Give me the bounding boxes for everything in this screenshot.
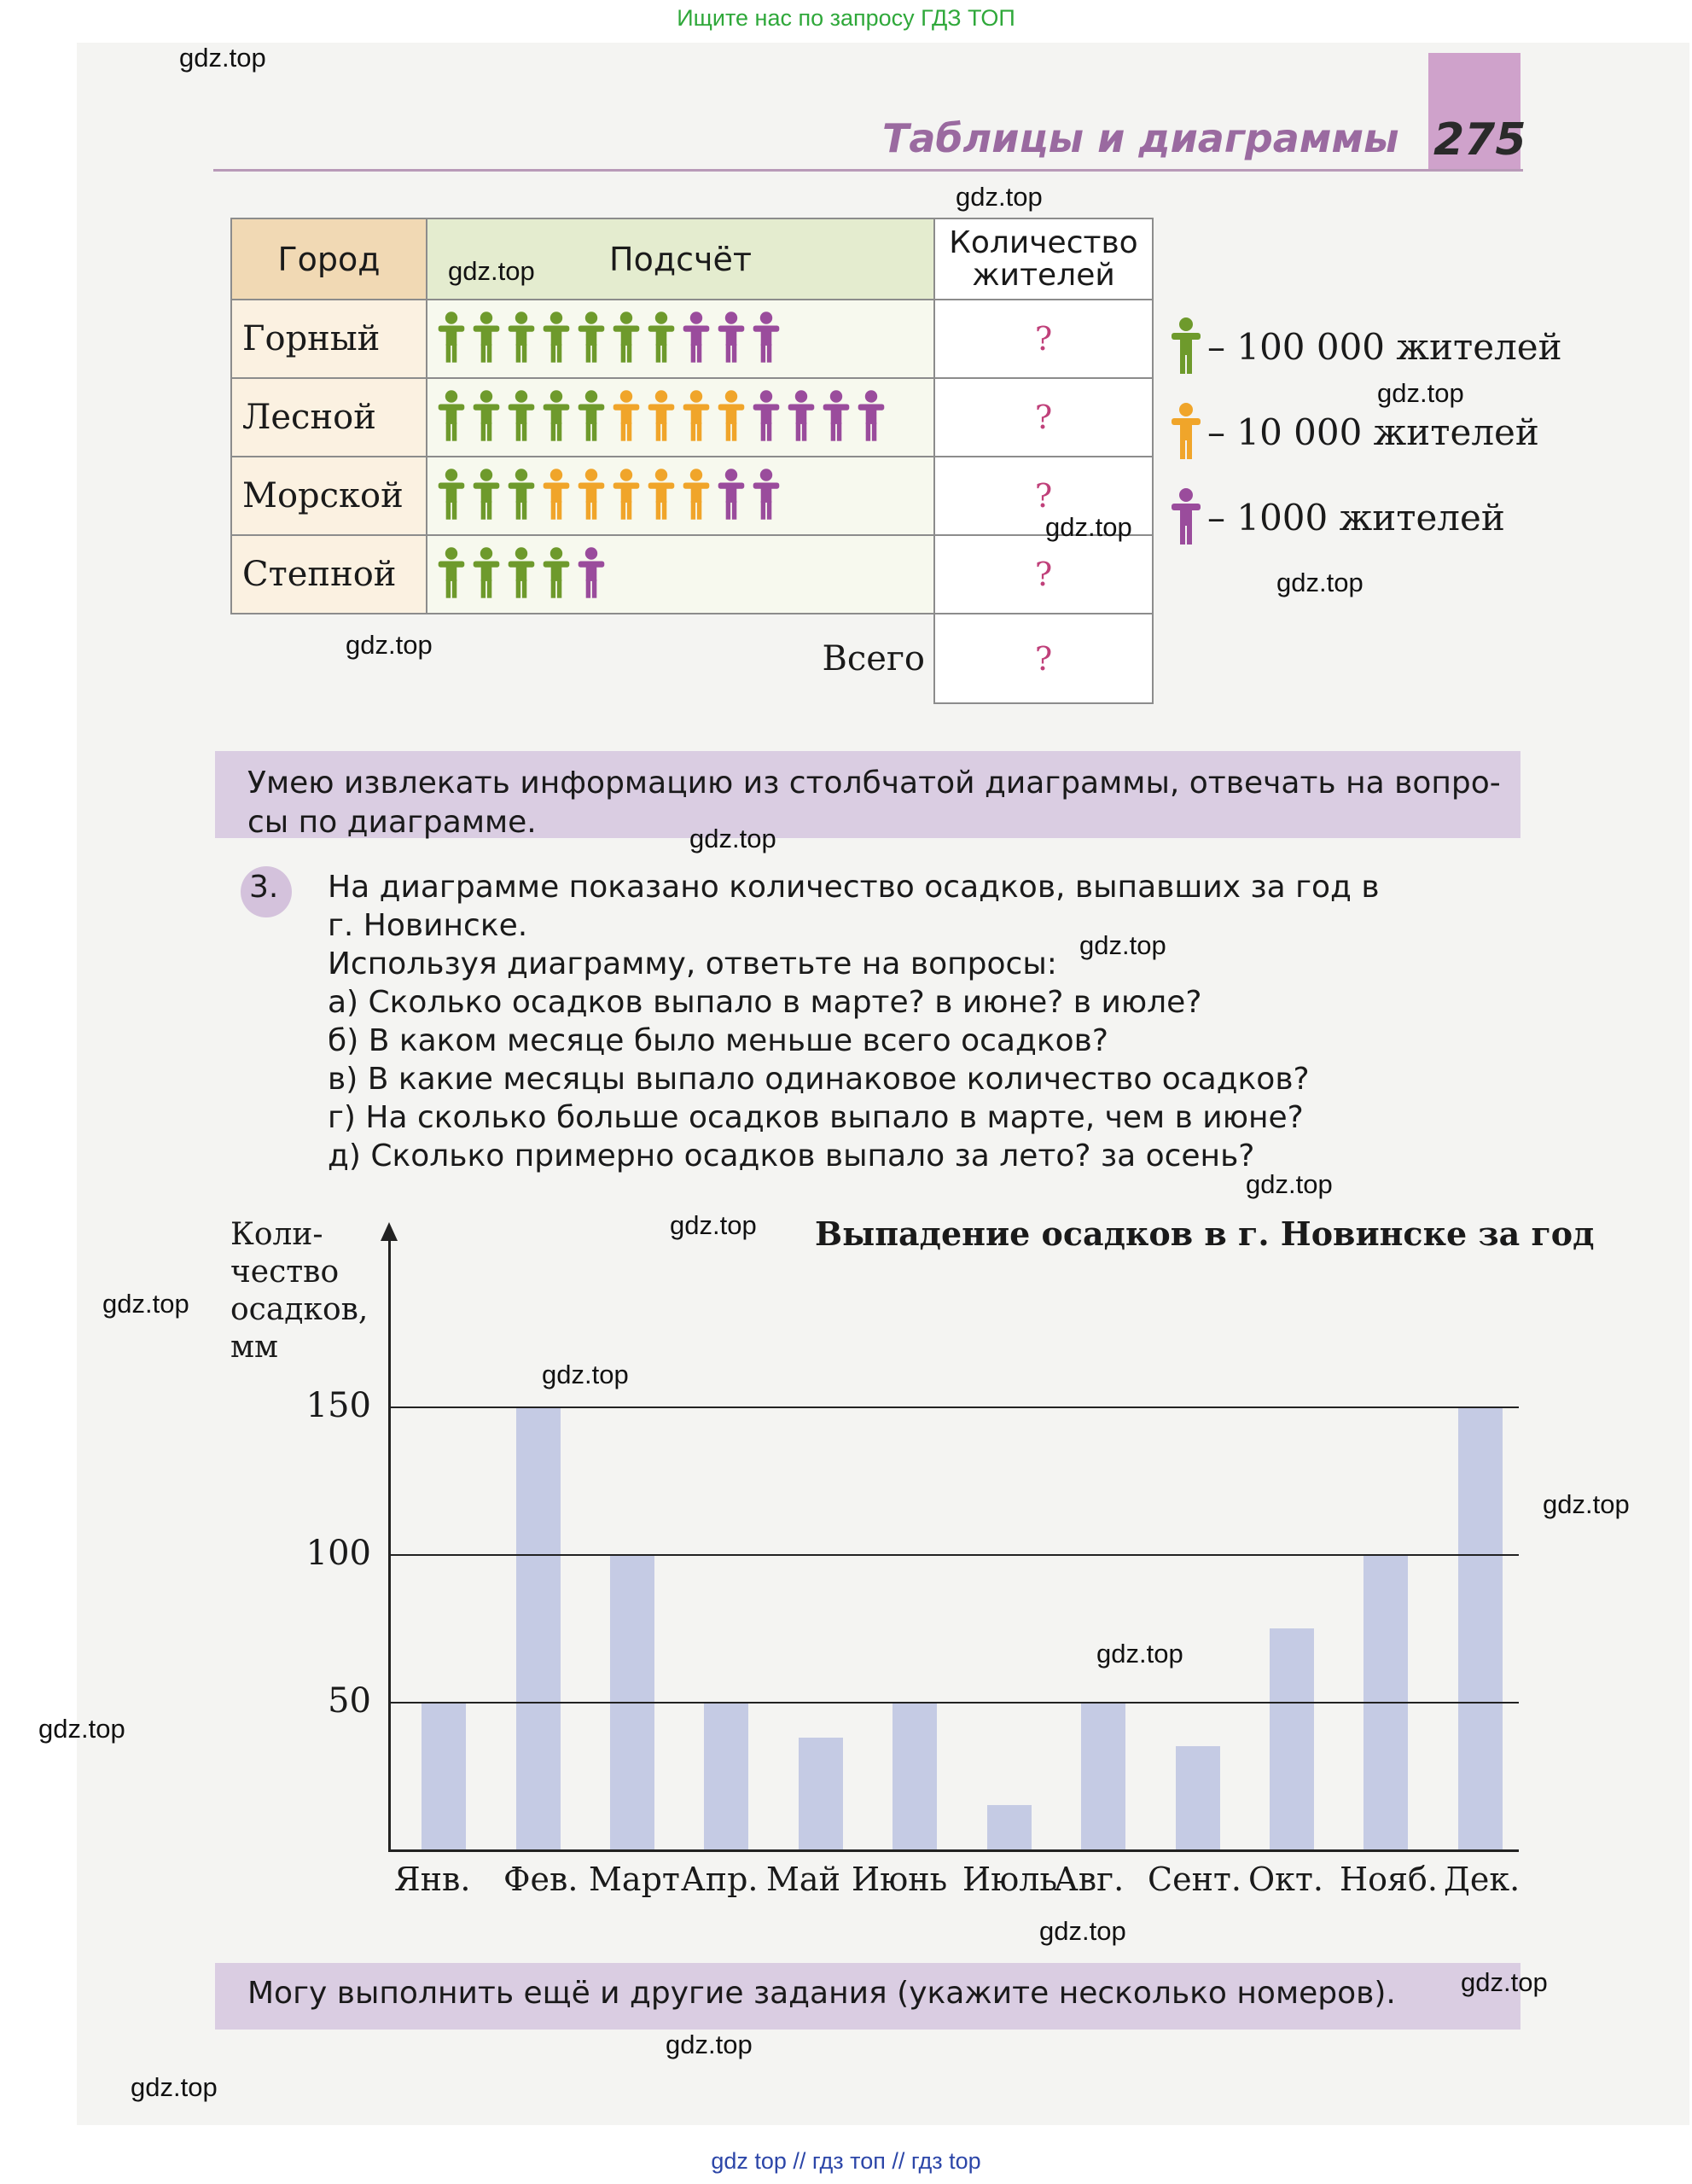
bottom-watermark-banner: gdz top // гдз топ // гдз top (711, 2148, 981, 2174)
table-row (231, 378, 1153, 457)
person-icon (716, 310, 747, 368)
gridline-50 (388, 1702, 1519, 1704)
task-text: г. Новинске. (328, 908, 528, 943)
chart-bar-Май (799, 1738, 843, 1849)
tally-cell (427, 457, 934, 535)
person-icon (646, 310, 677, 368)
person-icon (576, 310, 607, 368)
x-tick-label: Июнь (852, 1861, 948, 1898)
person-icon (541, 310, 572, 368)
header-count-line2: жителей (972, 257, 1115, 293)
legend-item (1169, 486, 1505, 555)
person-icon (856, 388, 887, 446)
watermark: gdz.top (670, 1210, 757, 1240)
watermark: gdz.top (131, 2072, 218, 2102)
task-intro: Используя диаграмму, ответьте на вопросы: (328, 946, 1057, 981)
x-tick-label: Май (766, 1861, 840, 1898)
legend-label: – 100 000 жителей (1207, 326, 1562, 368)
chart-bar-Янв. (422, 1702, 466, 1849)
skill-band-line: Могу выполнить ещё и другие задания (укажите несколько номеров). (247, 1976, 1396, 2011)
watermark: gdz.top (1045, 512, 1132, 542)
chart-title: Выпадение осадков в г. Новинске за год (815, 1214, 1595, 1253)
x-tick-label: Апр. (681, 1861, 759, 1898)
person-icon (436, 545, 467, 603)
question: а) Сколько осадков выпало в марте? в июне? в июле? (328, 985, 1202, 1020)
tally-cell (427, 378, 934, 457)
person-icon (471, 310, 502, 368)
watermark: gdz.top (689, 824, 776, 853)
person-icon (471, 545, 502, 603)
watermark: gdz.top (102, 1289, 189, 1319)
chart-bar-Окт. (1270, 1628, 1314, 1850)
watermark: gdz.top (1276, 568, 1363, 597)
y-tick-label: 150 (305, 1386, 371, 1425)
person-icon (751, 388, 782, 446)
person-icon (611, 310, 642, 368)
x-tick-label: Март (589, 1861, 680, 1898)
person-icon (1169, 401, 1203, 469)
city-name: Морской (231, 457, 427, 535)
gridline-150 (388, 1406, 1519, 1408)
question: г) На сколько больше осадков выпало в марте, чем в июне? (328, 1100, 1304, 1135)
person-icon (751, 467, 782, 525)
task-text: На диаграмме показано количество осадков, выпавших за год в (328, 870, 1380, 905)
watermark: gdz.top (1461, 1967, 1548, 1997)
y-label-line: мм (230, 1330, 279, 1365)
person-icon (436, 467, 467, 525)
person-icon (646, 467, 677, 525)
person-icon (1169, 486, 1203, 555)
chart-y-label (230, 1216, 368, 1366)
watermark: gdz.top (179, 43, 266, 73)
chart-bar-Апр. (704, 1702, 748, 1849)
table-row (231, 457, 1153, 535)
watermark: gdz.top (1079, 930, 1166, 960)
person-icon (541, 388, 572, 446)
tally-cell (427, 300, 934, 378)
watermark: gdz.top (448, 256, 535, 286)
y-tick-label: 100 (305, 1534, 371, 1573)
chart-bar-Сент. (1176, 1746, 1220, 1849)
total-label: Всего (822, 639, 925, 678)
person-icon (716, 467, 747, 525)
city-name: Горный (231, 300, 427, 378)
person-icon (506, 388, 537, 446)
person-icon (786, 388, 817, 446)
legend-label: – 1000 жителей (1207, 497, 1505, 539)
header-city: Город (231, 218, 427, 300)
x-axis (388, 1849, 1519, 1852)
watermark: gdz.top (1543, 1489, 1630, 1519)
city-name: Степной (231, 535, 427, 614)
person-icon (506, 310, 537, 368)
chart-bar-Авг. (1081, 1702, 1125, 1849)
person-icon (646, 388, 677, 446)
header-count-line1: Количество (949, 224, 1138, 260)
person-icon (821, 388, 852, 446)
watermark: gdz.top (346, 630, 433, 660)
table-row (231, 535, 1153, 614)
legend-label: – 10 000 жителей (1207, 411, 1539, 453)
header-tally: Подсчёт (427, 218, 934, 300)
legend-item (1169, 316, 1562, 384)
y-label-line: осадков, (230, 1292, 369, 1327)
person-icon (681, 388, 712, 446)
person-icon (681, 467, 712, 525)
chart-bar-Июль (987, 1805, 1032, 1849)
count-cell: ? (934, 535, 1153, 614)
y-label-line: чество (230, 1255, 340, 1290)
watermark: gdz.top (1096, 1639, 1183, 1669)
watermark: gdz.top (1377, 378, 1464, 408)
chart-bar-Дек. (1458, 1406, 1503, 1849)
legend-item (1169, 401, 1539, 469)
y-axis (388, 1229, 391, 1849)
x-tick-label: Июль (962, 1861, 1058, 1898)
watermark: gdz.top (38, 1714, 125, 1744)
chart-bar-Июнь (893, 1702, 937, 1849)
person-icon (506, 467, 537, 525)
person-icon (436, 388, 467, 446)
watermark: gdz.top (956, 182, 1043, 212)
count-cell: ? (934, 457, 1153, 535)
person-icon (611, 467, 642, 525)
y-label-line: Коли- (230, 1217, 323, 1252)
x-tick-label: Окт. (1248, 1861, 1324, 1898)
person-icon (751, 310, 782, 368)
chart-bar-Фев. (516, 1406, 561, 1849)
gridline-100 (388, 1554, 1519, 1556)
person-icon (576, 545, 607, 603)
question: в) В какие месяцы выпало одинаковое количество осадков? (328, 1062, 1310, 1097)
count-cell: ? (934, 378, 1153, 457)
header-rule (213, 169, 1523, 172)
person-icon (471, 467, 502, 525)
person-icon (1169, 316, 1203, 384)
watermark: gdz.top (1039, 1916, 1126, 1946)
person-icon (576, 388, 607, 446)
person-icon (681, 310, 712, 368)
person-icon (541, 545, 572, 603)
person-icon (541, 467, 572, 525)
person-icon (471, 388, 502, 446)
task-number: 3. (249, 870, 279, 905)
city-name: Лесной (231, 378, 427, 457)
skill-band-line: сы по диаграмме. (247, 805, 537, 840)
skill-band-line: Умею извлекать информацию из столбчатой диаграммы, отвечать на вопро- (247, 766, 1501, 801)
page-title: Таблицы и диаграммы (882, 115, 1399, 161)
page-number: 275 (1433, 114, 1526, 166)
table-row (231, 300, 1153, 378)
x-tick-label: Нояб. (1340, 1861, 1438, 1898)
header-count (934, 218, 1153, 300)
watermark: gdz.top (666, 2030, 753, 2059)
x-tick-label: Авг. (1054, 1861, 1125, 1898)
person-icon (436, 310, 467, 368)
person-icon (576, 467, 607, 525)
person-icon (611, 388, 642, 446)
y-axis-arrow (381, 1222, 398, 1241)
total-value: ? (934, 614, 1153, 703)
top-watermark-banner: Ищите нас по запросу ГДЗ ТОП (677, 5, 1015, 31)
x-tick-label: Фев. (503, 1861, 579, 1898)
y-tick-label: 50 (328, 1681, 371, 1721)
person-icon (506, 545, 537, 603)
question: б) В каком месяце было меньше всего осадков? (328, 1023, 1108, 1058)
x-tick-label: Сент. (1148, 1861, 1241, 1898)
tally-cell (427, 535, 934, 614)
count-cell: ? (934, 300, 1153, 378)
x-tick-label: Дек. (1444, 1861, 1520, 1898)
question: д) Сколько примерно осадков выпало за лето? за осень? (328, 1139, 1255, 1174)
x-tick-label: Янв. (394, 1861, 471, 1898)
watermark: gdz.top (1246, 1169, 1333, 1199)
person-icon (716, 388, 747, 446)
watermark: gdz.top (542, 1360, 629, 1389)
